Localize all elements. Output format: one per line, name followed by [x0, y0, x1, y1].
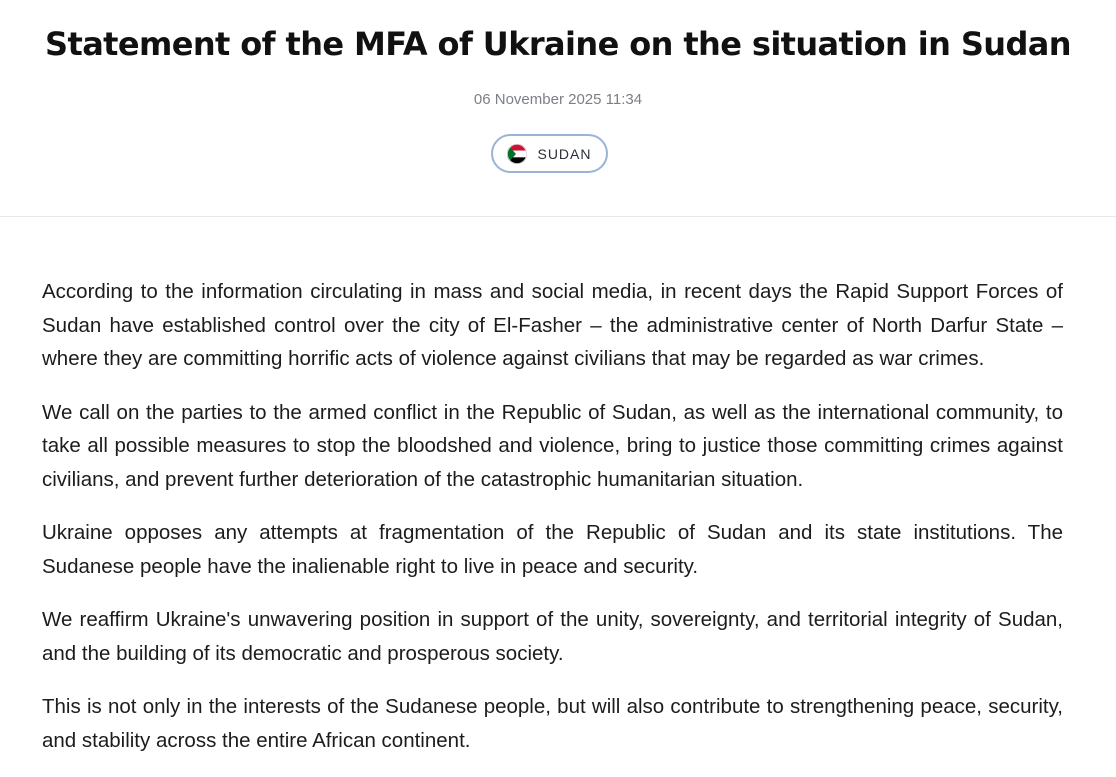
article-header	[0, 0, 1116, 217]
article-paragraph: We call on the parties to the armed conflict in the Republic of Sudan, as well as the international community, to take all possible measures to stop the bloodshed and violence, bring to justice those committing crimes against civilians, and prevent further deterioration of the catastrophic humanitarian situation.	[42, 400, 1063, 491]
page-title: Statement of the MFA of Ukraine on the situation in Sudan	[45, 25, 1071, 63]
publish-date: 06 November 2025 11:34	[473, 91, 643, 108]
article-paragraph: This is not only in the interests of the Sudanese people, but will also contribute to strengthening peace, security, and stability across the entire African continent.	[42, 695, 1063, 752]
sudan-flag-icon	[507, 144, 527, 164]
country-tag-sudan[interactable]	[491, 134, 608, 173]
tag-label: SUDAN	[537, 145, 592, 162]
article-paragraph: Ukraine opposes any attempts at fragmentation of the Republic of Sudan and its state institutions. The Sudanese people have the inalienable right to live in peace and security.	[42, 521, 1063, 578]
article-body	[42, 275, 1063, 777]
article-paragraph: We reaffirm Ukraine's unwavering position in support of the unity, sovereignty, and territorial integrity of Sudan, and the building of its democratic and prosperous society.	[42, 608, 1063, 665]
article-paragraph: According to the information circulating in mass and social media, in recent days the Rapid Support Forces of Sudan have established control over the city of El-Fasher – the administrative center of North Darfur State – where they are committing horrific acts of violence against civilians that may be regarded as war crimes.	[42, 280, 1063, 370]
